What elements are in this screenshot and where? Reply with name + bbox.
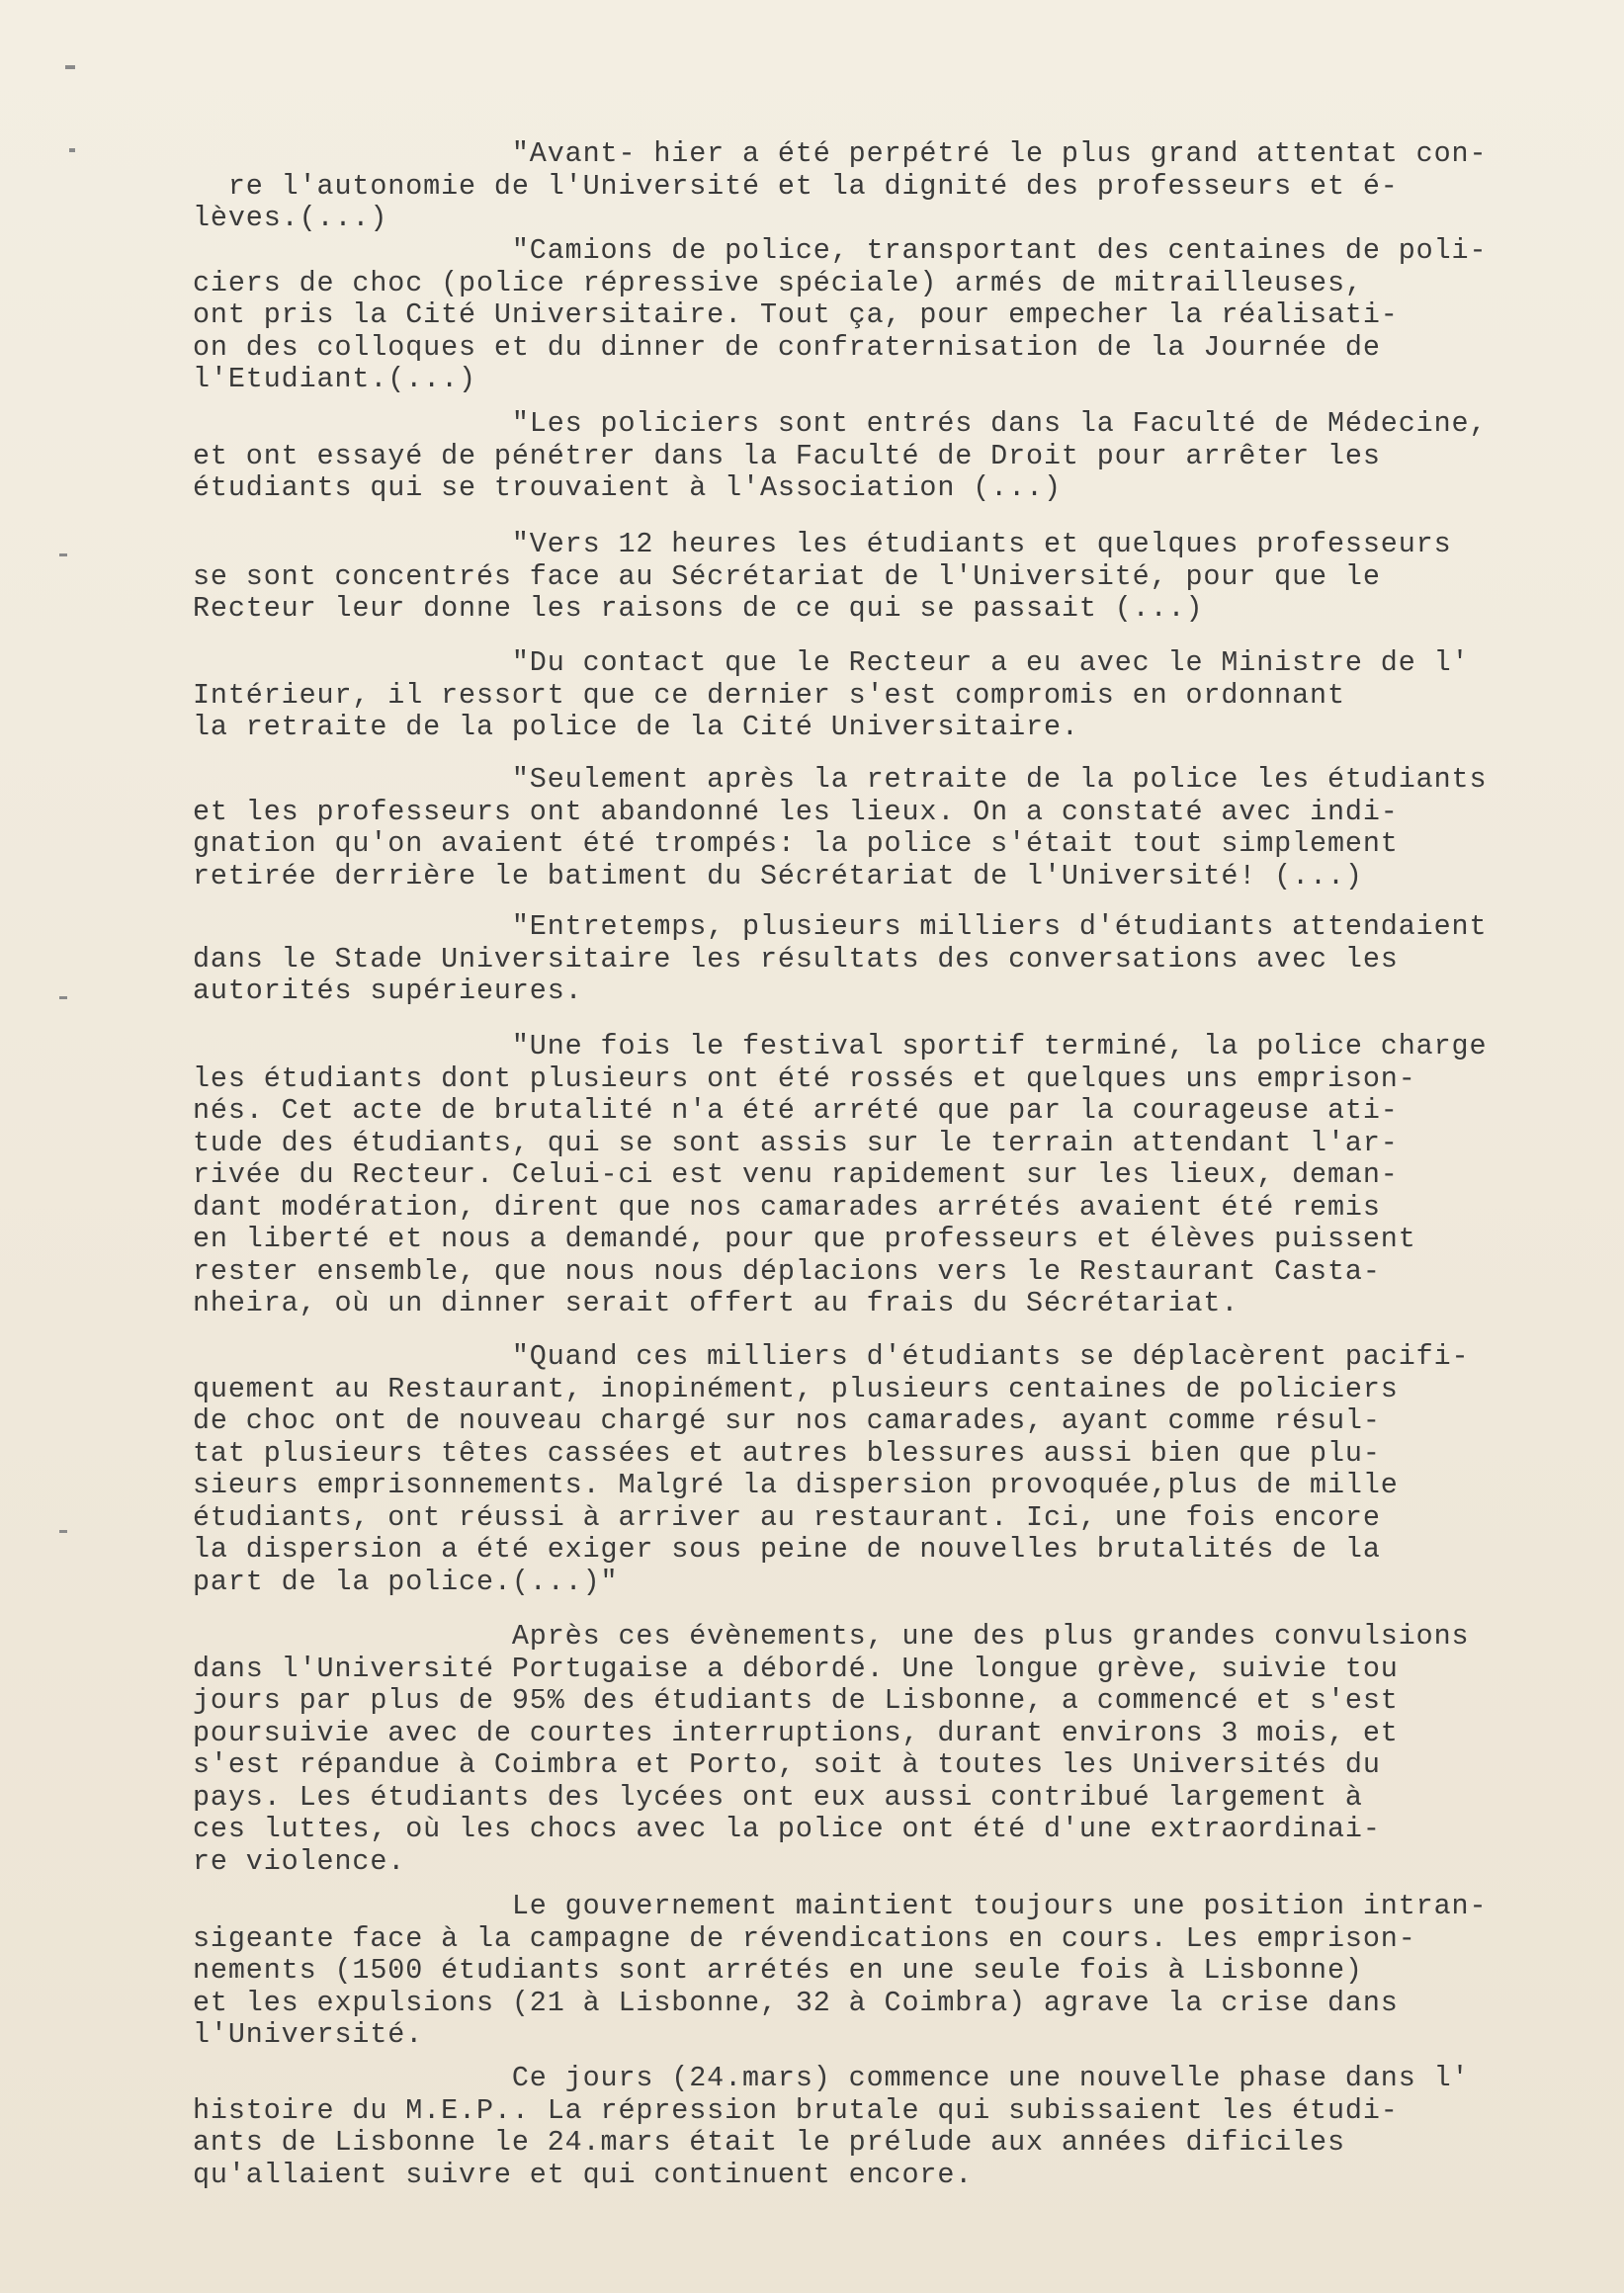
text-line: en liberté et nous a demandé, pour que professeurs et élèves puissent — [193, 1223, 1416, 1255]
text-line: Ce jours (24.mars) commence une nouvelle phase dans l' — [193, 2062, 1470, 2094]
text-line: histoire du M.E.P.. La répression brutale qui subissaient les étudi- — [193, 2093, 1399, 2127]
paragraph — [193, 2063, 1469, 2191]
margin-mark — [59, 553, 67, 556]
text-line: "Avant- hier a été perpétré le plus grand attentat con- — [193, 137, 1488, 170]
text-line: étudiants, ont réussi à arriver au restaurant. Ici, une fois encore — [193, 1500, 1381, 1534]
text-line: part de la police.(...)" — [193, 1565, 619, 1598]
text-line: pays. Les étudiants des lycées ont eux aussi contribué largement à — [193, 1780, 1363, 1814]
text-line: l'Université. — [193, 2018, 424, 2051]
paragraph — [193, 1031, 1487, 1320]
text-line: et les professeurs ont abandonné les lieux. On a constaté avec indi- — [193, 795, 1399, 828]
text-line: Le gouvernement maintient toujours une position intran- — [193, 1890, 1488, 1922]
paragraph — [193, 1891, 1487, 2052]
text-line: gnation qu'on avaient été trompés: la police s'était tout simplement — [193, 827, 1399, 860]
text-line: rivée du Recteur. Celui-ci est venu rapidement sur les lieux, deman- — [193, 1158, 1399, 1191]
text-line: autorités supérieures. — [193, 975, 583, 1007]
text-line: re violence. — [193, 1844, 406, 1878]
text-line: "Quand ces milliers d'étudiants se déplacèrent pacifi- — [193, 1340, 1470, 1373]
paragraph — [193, 138, 1487, 235]
text-line: se sont concentrés face au Sécrétariat de l'Université, pour que le — [193, 559, 1381, 593]
text-line: re l'autonomie de l'Université et la dignité des professeurs et é- — [193, 169, 1399, 203]
text-line: l'Etudiant.(...) — [193, 363, 476, 395]
text-line: ont pris la Cité Universitaire. Tout ça, pour empecher la réalisati- — [193, 298, 1399, 331]
text-line: de choc ont de nouveau chargé sur nos camarades, ayant comme résul- — [193, 1404, 1381, 1437]
paragraph — [193, 647, 1469, 744]
text-line: étudiants qui se trouvaient à l'Association (...) — [193, 471, 1062, 504]
text-line: Intérieur, il ressort que ce dernier s'est compromis en ordonnant — [193, 678, 1345, 712]
paragraph — [193, 235, 1487, 396]
text-line: quement au Restaurant, inopinément, plusieurs centaines de policiers — [193, 1372, 1399, 1405]
text-line: nheira, où un dinner serait offert au frais du Sécrétariat. — [193, 1287, 1239, 1319]
text-line: nés. Cet acte de brutalité n'a été arrété que par la courageuse ati- — [193, 1094, 1399, 1127]
text-line: ants de Lisbonne le 24.mars était le prélude aux années dificiles — [193, 2126, 1345, 2159]
text-line: la retraite de la police de la Cité Universitaire. — [193, 711, 1079, 743]
paragraph — [193, 408, 1487, 505]
margin-mark — [59, 1530, 67, 1533]
text-line: "Une fois le festival sportif terminé, la police charge — [193, 1030, 1488, 1062]
text-line: la dispersion a été exiger sous peine de nouvelles brutalités de la — [193, 1533, 1381, 1566]
text-line: "Du contact que le Recteur a eu avec le Ministre de l' — [193, 646, 1470, 679]
margin-mark — [65, 65, 75, 69]
text-line: Recteur leur donne les raisons de ce qui se passait (...) — [193, 592, 1204, 625]
text-line: "Les policiers sont entrés dans la Faculté de Médecine, — [193, 407, 1488, 440]
margin-mark — [59, 996, 67, 999]
text-line: jours par plus de 95% des étudiants de Lisbonne, a commencé et s'est — [193, 1684, 1399, 1717]
text-line: ciers de choc (police répressive spéciale) armés de mitrailleuses, — [193, 266, 1363, 299]
text-line: les étudiants dont plusieurs ont été rossés et quelques uns emprison- — [193, 1062, 1416, 1095]
text-line: dant modération, dirent que nos camarades arrétés avaient été remis — [193, 1190, 1381, 1224]
text-line: qu'allaient suivre et qui continuent encore. — [193, 2158, 974, 2191]
text-line: tude des étudiants, qui se sont assis sur le terrain attendant l'ar- — [193, 1126, 1399, 1159]
paragraph — [193, 911, 1487, 1008]
text-line: retirée derrière le batiment du Sécrétariat de l'Université! (...) — [193, 859, 1363, 892]
paragraph — [193, 1621, 1469, 1878]
text-line: sigeante face à la campagne de révendications en cours. Les emprison- — [193, 1921, 1416, 1955]
text-line: Après ces évènements, une des plus grandes convulsions — [193, 1620, 1470, 1653]
text-line: dans le Stade Universitaire les résultats des conversations avec les — [193, 942, 1399, 976]
text-line: poursuivie avec de courtes interruptions, durant environs 3 mois, et — [193, 1716, 1399, 1749]
text-line: dans l'Université Portugaise a débordé. Une longue grève, suivie tou — [193, 1652, 1399, 1685]
text-line: "Vers 12 heures les étudiants et quelques professeurs — [193, 528, 1452, 560]
text-line: lèves.(...) — [193, 202, 388, 234]
text-line: tat plusieurs têtes cassées et autres blessures aussi bien que plu- — [193, 1436, 1381, 1470]
text-line: sieurs emprisonnements. Malgré la dispersion provoquée,plus de mille — [193, 1469, 1399, 1501]
text-line: s'est répandue à Coimbra et Porto, soit à toutes les Universités du — [193, 1748, 1381, 1781]
paragraph — [193, 1341, 1469, 1598]
text-line: "Seulement après la retraite de la police les étudiants — [193, 763, 1488, 796]
text-line: ces luttes, où les chocs avec la police ont été d'une extraordinai- — [193, 1813, 1381, 1845]
text-line: on des colloques et du dinner de confraternisation de la Journée de — [193, 330, 1381, 364]
text-line: et ont essayé de pénétrer dans la Faculté de Droit pour arrêter les — [193, 439, 1381, 472]
paragraph — [193, 529, 1452, 626]
text-line: et les expulsions (21 à Lisbonne, 32 à Coimbra) agrave la crise dans — [193, 1986, 1399, 2019]
text-line: "Entretemps, plusieurs milliers d'étudiants attendaient — [193, 910, 1488, 943]
text-line: rester ensemble, que nous nous déplacions vers le Restaurant Casta- — [193, 1254, 1381, 1288]
text-line: nements (1500 étudiants sont arrétés en une seule fois à Lisbonne) — [193, 1954, 1363, 1987]
paragraph — [193, 764, 1487, 892]
margin-mark — [69, 148, 75, 152]
text-line: "Camions de police, transportant des centaines de poli- — [193, 234, 1488, 267]
